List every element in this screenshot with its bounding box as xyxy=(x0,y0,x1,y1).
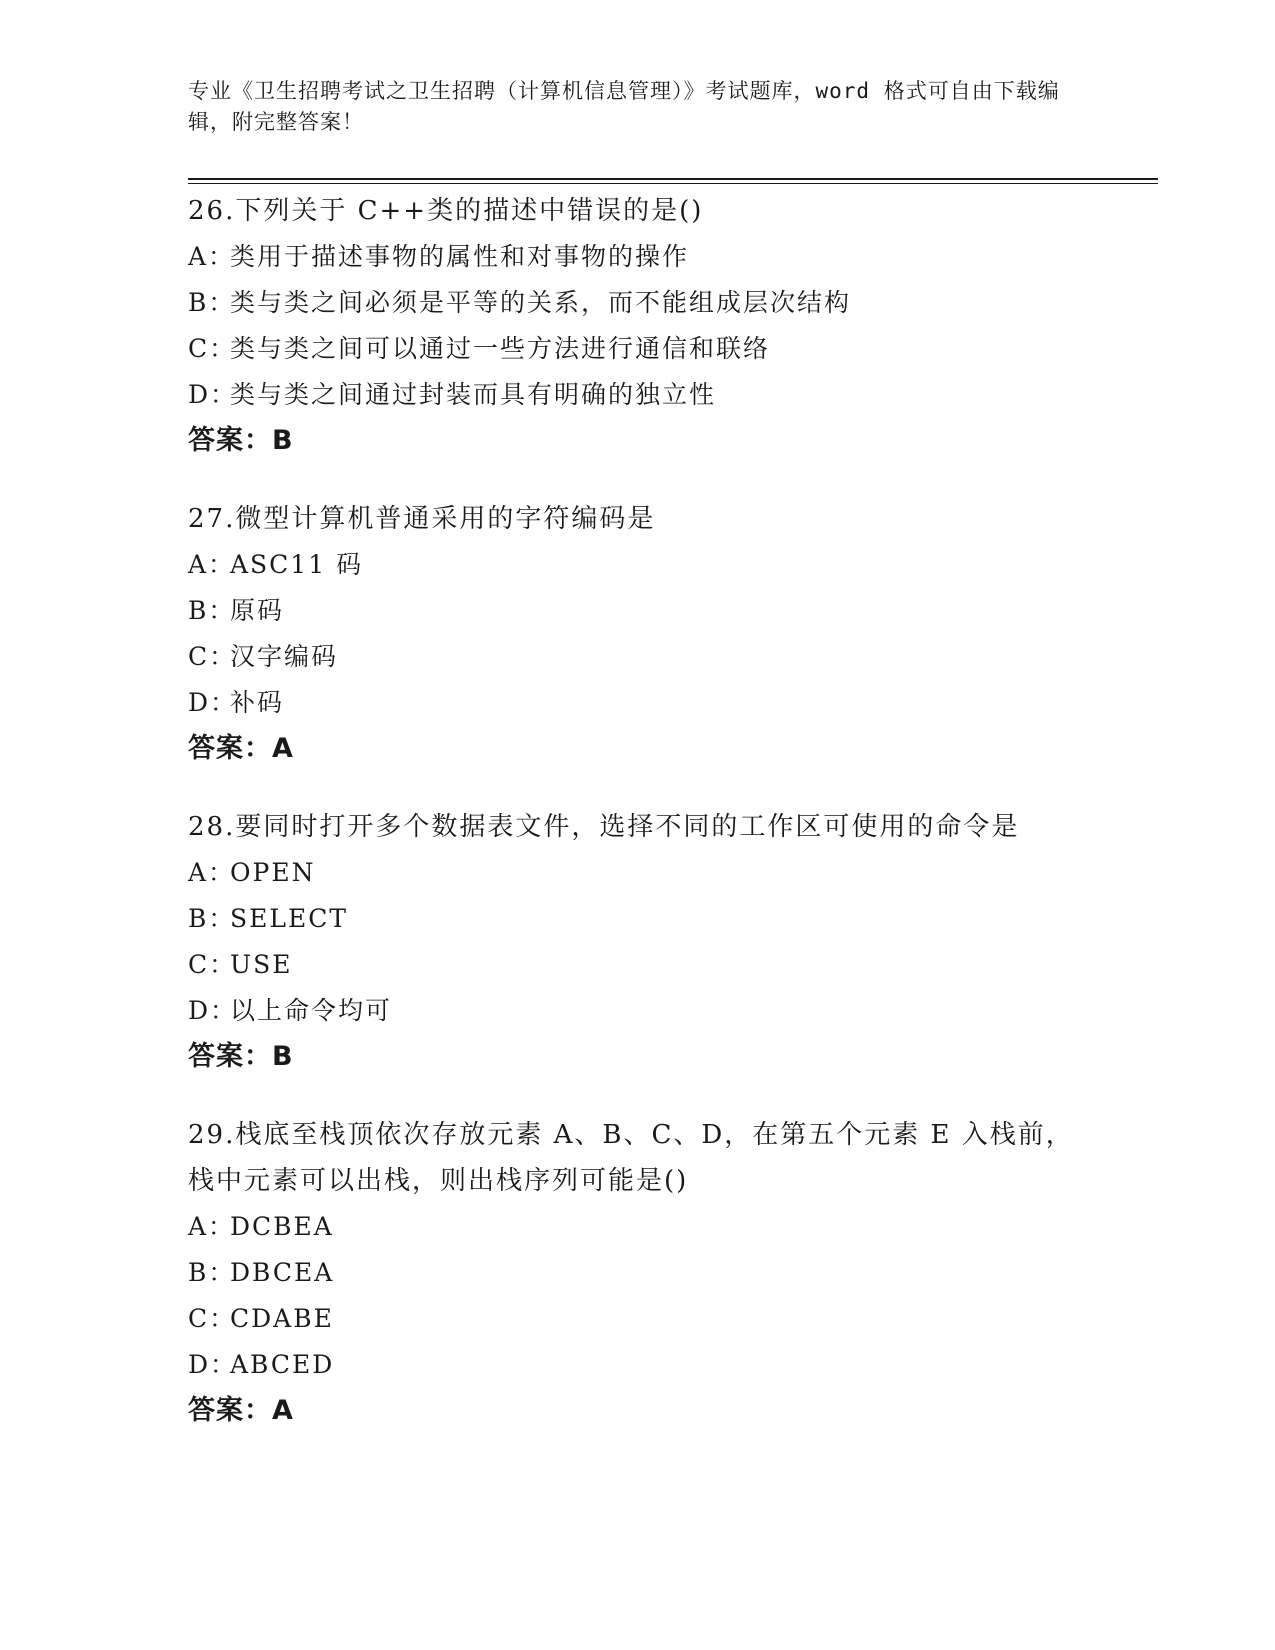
option-b xyxy=(188,1250,1088,1296)
option-text: USE xyxy=(230,950,293,979)
option-key: B： xyxy=(188,904,236,933)
option-a xyxy=(188,1204,1088,1250)
question-29 xyxy=(188,1112,1088,1434)
option-a xyxy=(188,850,1088,896)
option-text: OPEN xyxy=(230,858,316,887)
answer: 答案：A xyxy=(188,733,294,764)
option-text: 类与类之间必须是平等的关系，而不能组成层次结构 xyxy=(230,288,852,317)
option-key: D： xyxy=(188,688,238,717)
question-stem: 27.微型计算机普通采用的字符编码是 xyxy=(188,504,656,534)
option-text: 类与类之间通过封装而具有明确的独立性 xyxy=(230,380,717,409)
answer: 答案：A xyxy=(188,1395,294,1426)
question-27 xyxy=(188,496,1088,772)
option-text: ABCED xyxy=(230,1350,335,1379)
option-text: 类用于描述事物的属性和对事物的操作 xyxy=(230,242,690,271)
question-list xyxy=(188,188,1088,1466)
option-c xyxy=(188,942,1088,988)
header-divider-thick xyxy=(188,178,1158,180)
option-text: 原码 xyxy=(230,596,285,625)
option-key: B： xyxy=(188,1258,236,1287)
option-text: DCBEA xyxy=(230,1212,334,1241)
option-key: B： xyxy=(188,596,236,625)
answer: 答案：B xyxy=(188,1041,294,1072)
question-stem: 29.栈底至栈顶依次存放元素 A、B、C、D，在第五个元素 E 入栈前，栈中元素可以出栈，则出栈序列可能是() xyxy=(188,1120,1074,1196)
question-26 xyxy=(188,188,1088,464)
option-text: 类与类之间可以通过一些方法进行通信和联络 xyxy=(230,334,771,363)
option-c xyxy=(188,326,1088,372)
option-c xyxy=(188,634,1088,680)
option-text: SELECT xyxy=(230,904,349,933)
option-a xyxy=(188,542,1088,588)
option-text: ASC11 码 xyxy=(230,550,364,579)
option-key: C： xyxy=(188,1304,237,1333)
option-key: B： xyxy=(188,288,236,317)
option-d xyxy=(188,988,1088,1034)
option-text: 补码 xyxy=(230,688,285,717)
option-key: C： xyxy=(188,642,237,671)
option-key: C： xyxy=(188,950,237,979)
document-header-intro: 专业《卫生招聘考试之卫生招聘（计算机信息管理）》考试题库，word 格式可自由下载编辑，附完整答案！ xyxy=(188,79,1060,134)
question-28 xyxy=(188,804,1088,1080)
option-key: C： xyxy=(188,334,237,363)
option-text: 汉字编码 xyxy=(230,642,339,671)
option-b xyxy=(188,280,1088,326)
option-text: 以上命令均可 xyxy=(230,996,393,1025)
question-stem: 26.下列关于 C++类的描述中错误的是() xyxy=(188,196,704,226)
option-c xyxy=(188,1296,1088,1342)
option-d xyxy=(188,1342,1088,1388)
option-text: CDABE xyxy=(230,1304,334,1333)
option-text: DBCEA xyxy=(230,1258,335,1287)
option-key: A： xyxy=(188,1212,236,1241)
option-key: A： xyxy=(188,242,236,271)
answer: 答案：B xyxy=(188,425,294,456)
header-divider-thin xyxy=(188,183,1158,184)
option-key: D： xyxy=(188,1350,238,1379)
option-key: A： xyxy=(188,858,236,887)
question-stem: 28.要同时打开多个数据表文件，选择不同的工作区可使用的命令是 xyxy=(188,812,1020,842)
option-a xyxy=(188,234,1088,280)
option-d xyxy=(188,680,1088,726)
option-key: D： xyxy=(188,996,238,1025)
option-d xyxy=(188,372,1088,418)
option-key: A： xyxy=(188,550,236,579)
option-key: D： xyxy=(188,380,238,409)
option-b xyxy=(188,588,1088,634)
option-b xyxy=(188,896,1088,942)
